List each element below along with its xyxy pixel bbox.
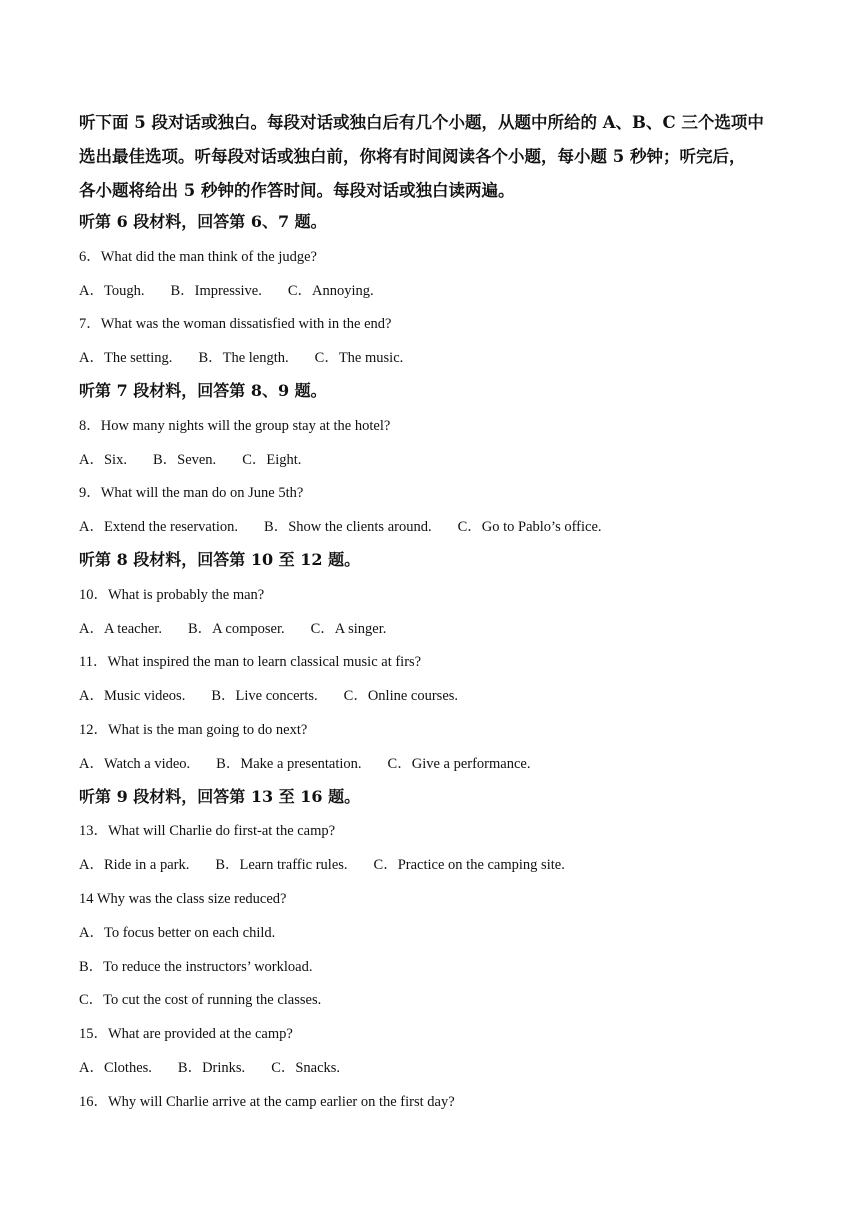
option-c: C．The music. <box>314 350 404 366</box>
option-a: A．Watch a video. <box>79 756 191 772</box>
option-c: C．Online courses. <box>343 688 459 704</box>
option-b: B．Live concerts. <box>211 688 318 704</box>
option-b: B．Drinks. <box>177 1060 246 1076</box>
option-b: B．Show the clients around. <box>264 519 432 535</box>
option-a: A．Tough. <box>79 283 145 299</box>
option-c: C．To cut the cost of running the classes. <box>79 992 322 1008</box>
section-header: 听第 7 段材料，回答第 8、9 题。 <box>79 381 327 400</box>
option-a: A．Extend the reservation. <box>79 519 239 535</box>
option-c: C．Eight. <box>242 452 302 468</box>
question-15: 15．What are provided at the camp? <box>79 1026 293 1042</box>
option-c: C．Annoying. <box>287 283 374 299</box>
instruction-line: 听下面 5 段对话或独白。每段对话或独白后有几个小题，从题中所给的 A、B、C 三个选项中 <box>79 113 764 132</box>
question-6: 6．What did the man think of the judge? <box>79 249 317 265</box>
question-8: 8．How many nights will the group stay at the hotel? <box>79 418 391 434</box>
option-c: C．A singer. <box>310 621 387 637</box>
option-a: A．To focus better on each child. <box>79 925 276 941</box>
option-b: B．Impressive. <box>170 283 262 299</box>
option-b: B．The length. <box>198 350 289 366</box>
option-b: B．Seven. <box>152 452 217 468</box>
question-12: 12．What is the man going to do next? <box>79 722 308 738</box>
option-a: A．Six. <box>79 452 127 468</box>
options-row <box>79 1058 340 1078</box>
option-b: B．Make a presentation. <box>216 756 362 772</box>
option-a: A．Clothes. <box>79 1060 152 1076</box>
options-row <box>79 281 374 301</box>
instruction-line: 选出最佳选项。听每段对话或独白前，你将有时间阅读各个小题，每小题 5 秒钟；听完后， <box>79 147 746 166</box>
option-b: B．To reduce the instructors’ workload. <box>79 959 313 975</box>
option-a: A．Ride in a park. <box>79 857 190 873</box>
options-row <box>79 619 386 639</box>
question-9: 9．What will the man do on June 5th? <box>79 485 304 501</box>
option-b: B．A composer. <box>187 621 285 637</box>
options-row <box>79 754 530 774</box>
option-c: C．Go to Pablo’s office. <box>457 519 602 535</box>
option-a: A．The setting. <box>79 350 173 366</box>
options-row <box>79 450 301 470</box>
options-row <box>79 348 403 368</box>
option-c: C．Give a performance. <box>387 756 531 772</box>
option-c: C．Snacks. <box>271 1060 341 1076</box>
question-10: 10．What is probably the man? <box>79 587 265 603</box>
options-row <box>79 686 458 706</box>
question-11: 11．What inspired the man to learn classical music at firs? <box>79 654 422 670</box>
section-header: 听第 6 段材料，回答第 6、7 题。 <box>79 212 327 231</box>
option-a: A．A teacher. <box>79 621 162 637</box>
question-14: 14 Why was the class size reduced? <box>79 891 287 907</box>
section-header: 听第 9 段材料，回答第 13 至 16 题。 <box>79 787 361 806</box>
question-7: 7．What was the woman dissatisfied with in the end? <box>79 316 392 332</box>
question-13: 13．What will Charlie do first-at the camp? <box>79 823 336 839</box>
question-16: 16．Why will Charlie arrive at the camp earlier on the first day? <box>79 1094 455 1110</box>
options-row <box>79 517 602 537</box>
section-header: 听第 8 段材料，回答第 10 至 12 题。 <box>79 550 361 569</box>
option-a: A．Music videos. <box>79 688 186 704</box>
option-c: C．Practice on the camping site. <box>373 857 565 873</box>
instruction-line: 各小题将给出 5 秒钟的作答时间。每段对话或独白读两遍。 <box>79 181 515 200</box>
options-row <box>79 855 565 875</box>
option-b: B．Learn traffic rules. <box>215 857 348 873</box>
listening-instructions <box>79 106 799 208</box>
